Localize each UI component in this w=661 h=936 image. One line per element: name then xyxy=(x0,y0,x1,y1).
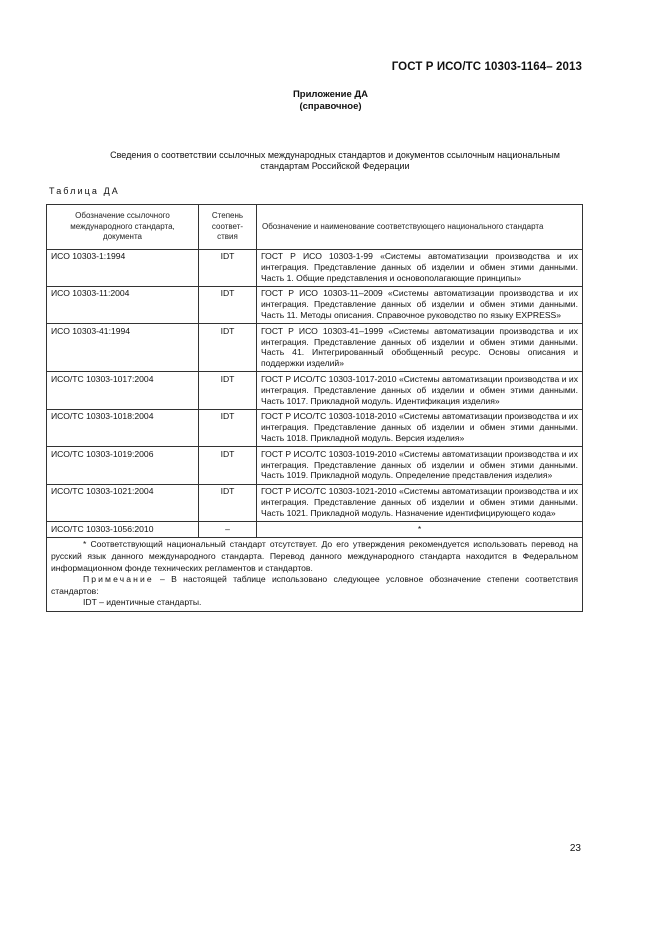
cell-ref: ИСО/ТС 10303-1018:2004 xyxy=(47,409,199,446)
appendix-subtitle: (справочное) xyxy=(299,101,362,112)
footnote-note xyxy=(51,574,578,597)
cell-national: ГОСТ Р ИСО/ТС 10303-1019-2010 «Системы автоматизации производства и их интеграция. Представление данных об изделии и обмен этими данными. Часть 1019. Прикладной модуль. Определение представления изделия» xyxy=(257,447,583,484)
cell-ref: ИСО 10303-1:1994 xyxy=(47,249,199,286)
header-national: Обозначение и наименование соответствующего национального стандарта xyxy=(257,205,583,250)
cell-degree: IDT xyxy=(199,447,257,484)
footnote-asterisk: * Соответствующий национальный стандарт отсутствует. До его утверждения рекомендуется использовать перевод на русский язык данного международного стандарта. Перевод данного международного стандарта находится в Федеральном информационном фонде технических регламентов и стандартов. xyxy=(51,539,578,573)
table-footnote xyxy=(47,537,583,612)
cell-degree: IDT xyxy=(199,286,257,323)
cell-national: ГОСТ Р ИСО 10303-1-99 «Системы автоматизации производства и их интеграция. Представление данных об изделии и обмен этими данными. Часть 1. Общие представления и основополагающие принципы» xyxy=(257,249,583,286)
cell-degree: IDT xyxy=(199,372,257,409)
header-degree: Степень соответ-ствия xyxy=(199,205,257,250)
note-text: – В настоящей таблице использовано следующее условное обозначение степени соответствия стандартов: xyxy=(51,574,578,596)
cell-ref: ИСО 10303-41:1994 xyxy=(47,324,199,372)
cell-degree: IDT xyxy=(199,409,257,446)
cell-degree: – xyxy=(199,522,257,538)
appendix-title: Приложение ДА xyxy=(292,89,369,100)
note-label: Примечание xyxy=(83,574,154,585)
cell-ref: ИСО 10303-11:2004 xyxy=(47,286,199,323)
cell-ref: ИСО/ТС 10303-1019:2006 xyxy=(47,447,199,484)
cell-ref: ИСО/ТС 10303-1056:2010 xyxy=(47,522,199,538)
table-row xyxy=(47,286,583,323)
intro-text xyxy=(55,150,615,172)
footnote-idt: IDT – идентичные стандарты. xyxy=(83,597,202,608)
cell-ref: ИСО/ТС 10303-1017:2004 xyxy=(47,372,199,409)
table-label: Таблица ДА xyxy=(49,186,120,196)
table-row xyxy=(47,447,583,484)
table-header-row xyxy=(47,205,583,250)
header-ref: Обозначение ссылочного международного стандарта, документа xyxy=(47,205,199,250)
table-row xyxy=(47,522,583,538)
cell-national: ГОСТ Р ИСО/ТС 10303-1017-2010 «Системы автоматизации производства и их интеграция. Представление данных об изделии и обмен этими данными. Часть 1017. Прикладной модуль. Идентификация изделия» xyxy=(257,372,583,409)
intro-line-1: Сведения о соответствии ссылочных международных стандартов и документов ссылочным национальным xyxy=(110,150,560,160)
cell-ref: ИСО/ТС 10303-1021:2004 xyxy=(47,484,199,521)
cell-national: ГОСТ Р ИСО 10303-11–2009 «Системы автоматизации производства и их интеграция. Представление данных об изделии и обмен этими данными. Часть 11. Методы описания. Справочное руководство по языку EXPRESS» xyxy=(257,286,583,323)
table-footnote-row xyxy=(47,537,583,612)
page-number: 23 xyxy=(569,843,581,854)
cell-national: ГОСТ Р ИСО/ТС 10303-1021-2010 «Системы автоматизации производства и их интеграция. Представление данных об изделии и обмен этими данными. Часть 1021. Прикладной модуль. Назначение идентифицирующего кода» xyxy=(257,484,583,521)
table-row xyxy=(47,372,583,409)
cell-degree: IDT xyxy=(199,249,257,286)
cell-national: * xyxy=(257,522,583,538)
cell-national: ГОСТ Р ИСО/ТС 10303-1018-2010 «Системы автоматизации производства и их интеграция. Представление данных об изделии и обмен этими данными. Часть 1018. Прикладной модуль. Версия изделия» xyxy=(257,409,583,446)
cell-degree: IDT xyxy=(199,324,257,372)
table-row xyxy=(47,324,583,372)
appendix-heading xyxy=(0,89,661,113)
intro-line-2: стандартам Российской Федерации xyxy=(260,161,410,171)
correspondence-table xyxy=(46,204,583,612)
cell-national: ГОСТ Р ИСО 10303-41–1999 «Системы автоматизации производства и их интеграция. Представление данных об изделии и обмен этими данными. Часть 41. Интегрированный обобщенный ресурс. Основы описания и поддержки изделий» xyxy=(257,324,583,372)
document-header-title: ГОСТ Р ИСО/ТС 10303-1164– 2013 xyxy=(391,61,582,73)
table-row xyxy=(47,249,583,286)
table-row xyxy=(47,484,583,521)
cell-degree: IDT xyxy=(199,484,257,521)
table-row xyxy=(47,409,583,446)
